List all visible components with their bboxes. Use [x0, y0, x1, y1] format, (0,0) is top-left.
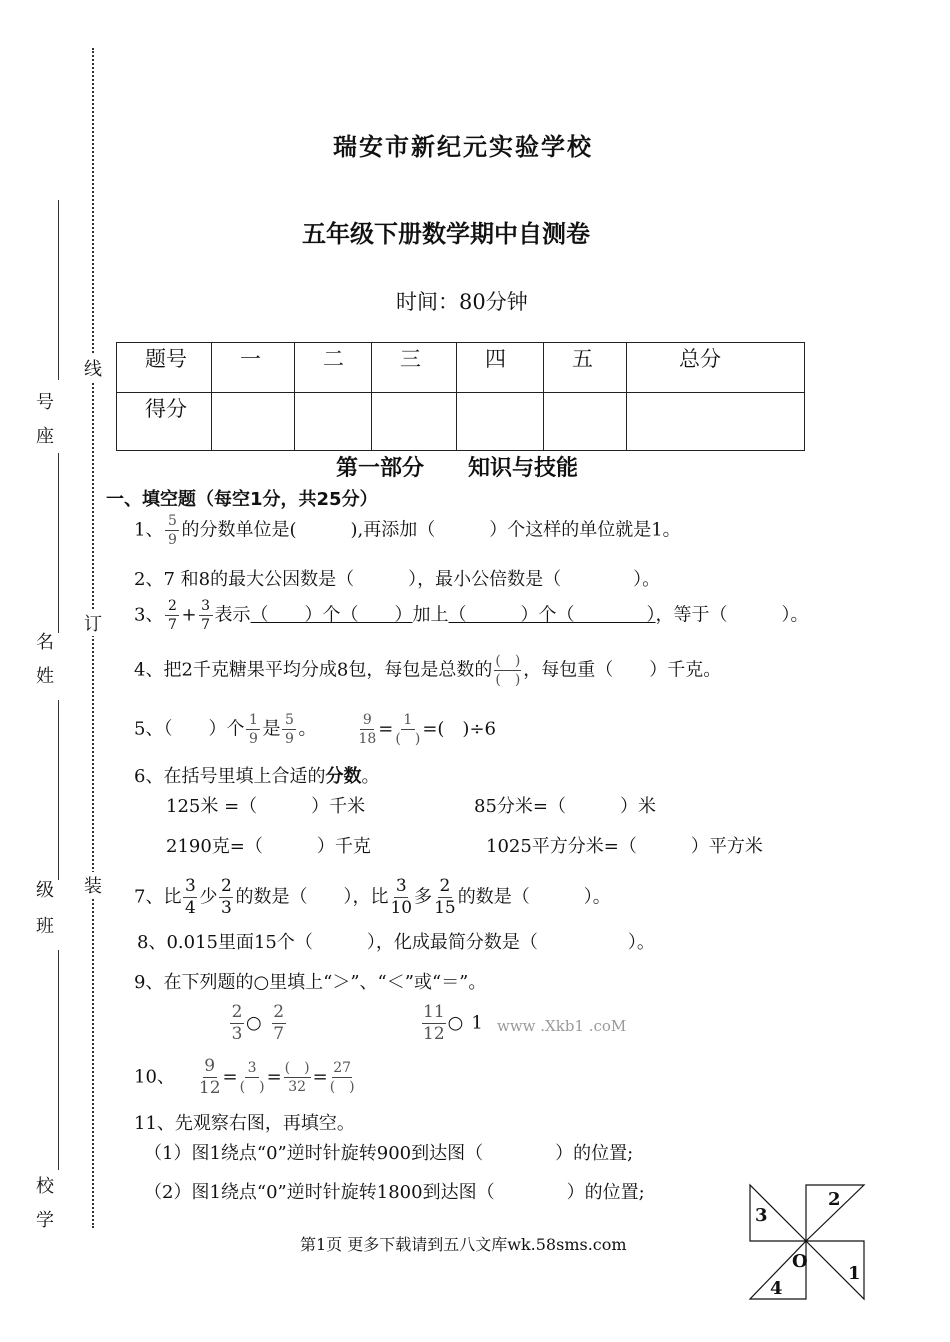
- watermark-text: www .Xkb1 .coM: [497, 1017, 627, 1035]
- question-9: 9、在下列题的○里填上“＞”、“＜”或“＝”。: [134, 972, 487, 993]
- question-10: 10、 $\frac{9}{12}$ = $\frac{3}{( )}$ = $\frac{( )}{32}$ = $\frac{27}{( )}$: [134, 1056, 355, 1098]
- name-underline: [58, 453, 59, 633]
- score-table: [116, 342, 805, 451]
- score-header-cell: 二: [295, 343, 372, 393]
- bind-mark: 装: [84, 872, 102, 898]
- question-1: 1、 $\frac{5}{9}$ 的分数单位是( ),再添加（ ）个这样的单位就是1。: [134, 513, 681, 548]
- question-11-part-2: （2）图1绕点“0”逆时针旋转1800到达图（ ）的位置;: [144, 1182, 645, 1203]
- section-heading: 一、填空题（每空1分，共25分）: [106, 489, 378, 510]
- school-label-1: 校: [36, 1176, 54, 1197]
- question-6-item: 1025平方分米=（ ）平方米: [486, 836, 763, 857]
- exam-title: 五年级下册数学期中自测卷: [302, 220, 590, 248]
- seat-label-1: 号: [36, 392, 54, 413]
- order-mark: 订: [84, 610, 102, 636]
- score-cell[interactable]: [295, 393, 372, 451]
- score-header-cell: 三: [372, 343, 457, 393]
- question-9-item-b: $\frac{11}{12}$ ○ 1: [423, 1002, 483, 1044]
- part-heading: 第一部分 知识与技能: [336, 456, 579, 481]
- page-footer: 第1页 更多下载请到五八文库wk.58sms.com: [300, 1235, 627, 1254]
- time-limit: 时间：80分钟: [396, 290, 528, 314]
- figure-center-o: O: [792, 1251, 808, 1272]
- question-6: 6、在括号里填上合适的分数。: [134, 766, 380, 787]
- question-8: 8、0.015里面15个（ ），化成最简分数是（ ）。: [137, 932, 655, 953]
- question-11-part-1: （1）图1绕点“0”逆时针旋转900到达图（ ）的位置;: [144, 1143, 634, 1164]
- score-header-cell: 一: [212, 343, 295, 393]
- score-cell[interactable]: [544, 393, 627, 451]
- line-mark: 线: [84, 355, 102, 381]
- question-3: 3、 $\frac{2}{7}$ + $\frac{3}{7}$ 表示（ ）个（ ）加上（ ）个（ ），等于（ ）。: [134, 598, 809, 633]
- question-7: 7、比 $\frac{3}{4}$ 少 $\frac{2}{3}$ 的数是（ ），比 $\frac{3}{10}$ 多 $\frac{2}{15}$ 的数是（ ）。: [134, 876, 611, 918]
- question-6-item: 2190克=（ ）千克: [166, 836, 371, 857]
- school-underline: [58, 950, 59, 1170]
- seat-underline: [58, 200, 59, 380]
- score-cell[interactable]: [457, 393, 544, 451]
- score-header-cell: 题号: [117, 343, 212, 393]
- score-header-cell: 五: [544, 343, 627, 393]
- class-label-2: 班: [36, 916, 54, 937]
- question-4: 4、把2千克糖果平均分成8包，每包是总数的 $\frac{( )}{( )}$ ，每包重（ ）千克。: [134, 653, 722, 688]
- question-5: 5、（ ）个 $\frac{1}{9}$ 是 $\frac{5}{9}$ 。 $\frac{9}{18}$ = $\frac{1}{( )}$ =( )÷6: [134, 712, 496, 747]
- question-2: 2、7 和8的最大公因数是（ ），最小公倍数是（ ）。: [134, 569, 661, 590]
- school-label-2: 学: [36, 1210, 54, 1231]
- figure-label-2: 2: [828, 1189, 841, 1210]
- school-title: 瑞安市新纪元实验学校: [333, 133, 593, 161]
- question-11: 11、先观察右图，再填空。: [134, 1113, 355, 1134]
- score-cell[interactable]: [627, 393, 805, 451]
- question-6-item: 85分米=（ ）米: [474, 796, 656, 817]
- score-cell[interactable]: [372, 393, 457, 451]
- rotation-figure: [748, 1183, 868, 1303]
- seat-label-2: 座: [36, 426, 54, 447]
- figure-label-3: 3: [755, 1205, 768, 1226]
- class-underline: [58, 700, 59, 880]
- score-header-cell: 四: [457, 343, 544, 393]
- binding-dotted-line: [92, 48, 94, 1228]
- figure-label-4: 4: [770, 1278, 783, 1299]
- score-header-cell: 总分: [627, 343, 805, 393]
- question-9-item-a: $\frac{2}{3}$ ○ $\frac{2}{7}$: [231, 1002, 285, 1044]
- question-6-item: 125米 =（ ）千米: [166, 796, 366, 817]
- score-cell[interactable]: [212, 393, 295, 451]
- figure-label-1: 1: [848, 1263, 861, 1284]
- score-row-label: 得分: [117, 393, 212, 451]
- name-label-2: 姓: [36, 666, 54, 687]
- class-label-1: 级: [36, 880, 54, 901]
- name-label-1: 名: [36, 632, 54, 653]
